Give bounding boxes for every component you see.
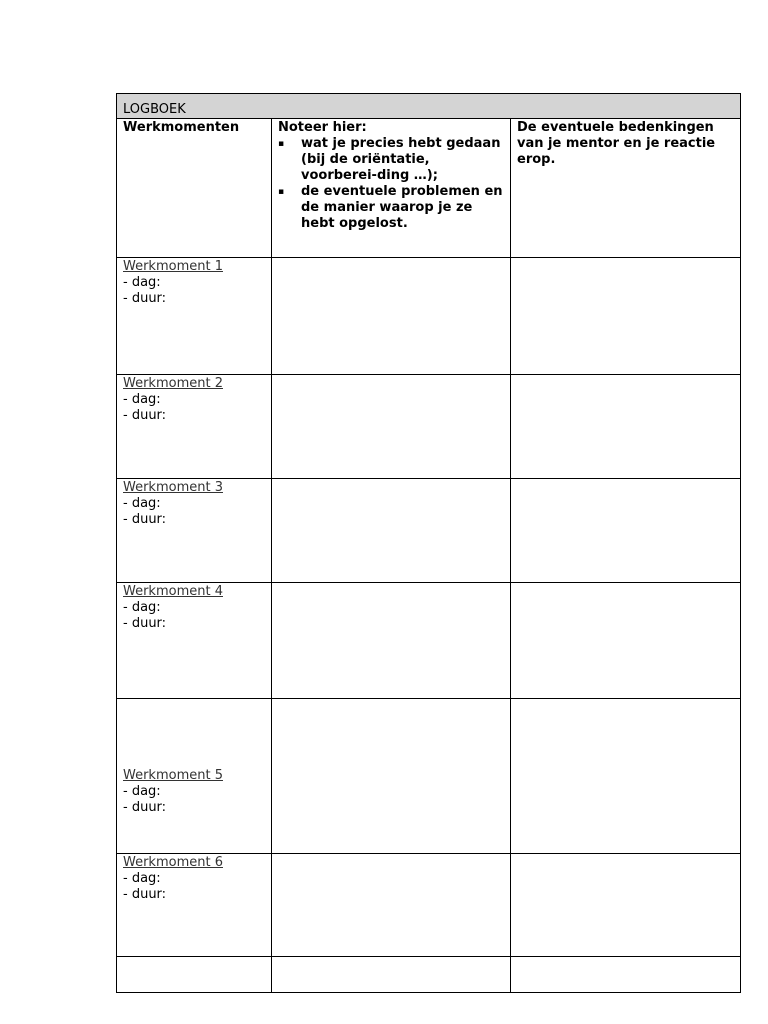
header-noteer-item: ▪ wat je precies hebt gedaan (bij de oriëntatie, voorberei-ding …); (278, 136, 501, 183)
table-row (117, 854, 741, 957)
header-noteer-title: Noteer hier: (278, 120, 367, 135)
header-noteer-hier (272, 119, 511, 258)
werkmoment-duur: - duur: (123, 887, 167, 902)
table-row-empty (117, 957, 741, 993)
werkmoment-duur: - duur: (123, 616, 167, 631)
notes-cell[interactable] (272, 258, 511, 375)
header-noteer-item: ▪ de eventuele problemen en de manier waarop je ze hebt opgelost. (278, 184, 503, 231)
werkmoment-cell (117, 375, 272, 479)
mentor-cell[interactable] (511, 699, 741, 854)
werkmoment-dag: - dag: (123, 600, 161, 615)
table-row (117, 583, 741, 699)
werkmoment-title: Werkmoment 5 (123, 768, 223, 783)
logbook-title-row (117, 94, 741, 119)
logbook-title: LOGBOEK (117, 94, 741, 119)
logbook-table (116, 93, 741, 993)
werkmoment-duur: - duur: (123, 800, 167, 815)
werkmoment-cell[interactable] (117, 957, 272, 993)
notes-cell[interactable] (272, 583, 511, 699)
table-row (117, 258, 741, 375)
mentor-cell[interactable] (511, 479, 741, 583)
werkmoment-dag: - dag: (123, 496, 161, 511)
notes-cell[interactable] (272, 375, 511, 479)
square-bullet-icon: ▪ (278, 139, 285, 149)
werkmoment-dag: - dag: (123, 392, 161, 407)
mentor-cell[interactable] (511, 583, 741, 699)
table-row (117, 479, 741, 583)
square-bullet-icon: ▪ (278, 187, 285, 197)
notes-cell[interactable] (272, 699, 511, 854)
header-werkmomenten: Werkmomenten (117, 119, 272, 258)
notes-cell[interactable] (272, 479, 511, 583)
werkmoment-dag: - dag: (123, 784, 161, 799)
table-row (117, 375, 741, 479)
mentor-cell[interactable] (511, 375, 741, 479)
werkmoment-title: Werkmoment 4 (123, 584, 223, 599)
header-noteer-list (278, 136, 504, 232)
werkmoment-cell (117, 583, 272, 699)
werkmoment-title: Werkmoment 2 (123, 376, 223, 391)
werkmoment-title: Werkmoment 1 (123, 259, 223, 274)
werkmoment-dag: - dag: (123, 871, 161, 886)
werkmoment-duur: - duur: (123, 291, 167, 306)
mentor-cell[interactable] (511, 258, 741, 375)
mentor-cell[interactable] (511, 957, 741, 993)
header-bedenkingen: De eventuele bedenkingen van je mentor en je reactie erop. (511, 119, 741, 258)
werkmoment-cell (117, 258, 272, 375)
werkmoment-title: Werkmoment 3 (123, 480, 223, 495)
werkmoment-title: Werkmoment 6 (123, 855, 223, 870)
mentor-cell[interactable] (511, 854, 741, 957)
werkmoment-cell (117, 699, 272, 854)
header-row (117, 119, 741, 258)
werkmoment-dag: - dag: (123, 275, 161, 290)
werkmoment-cell (117, 854, 272, 957)
notes-cell[interactable] (272, 957, 511, 993)
werkmoment-duur: - duur: (123, 408, 167, 423)
notes-cell[interactable] (272, 854, 511, 957)
werkmoment-duur: - duur: (123, 512, 167, 527)
werkmoment-cell (117, 479, 272, 583)
table-row (117, 699, 741, 854)
